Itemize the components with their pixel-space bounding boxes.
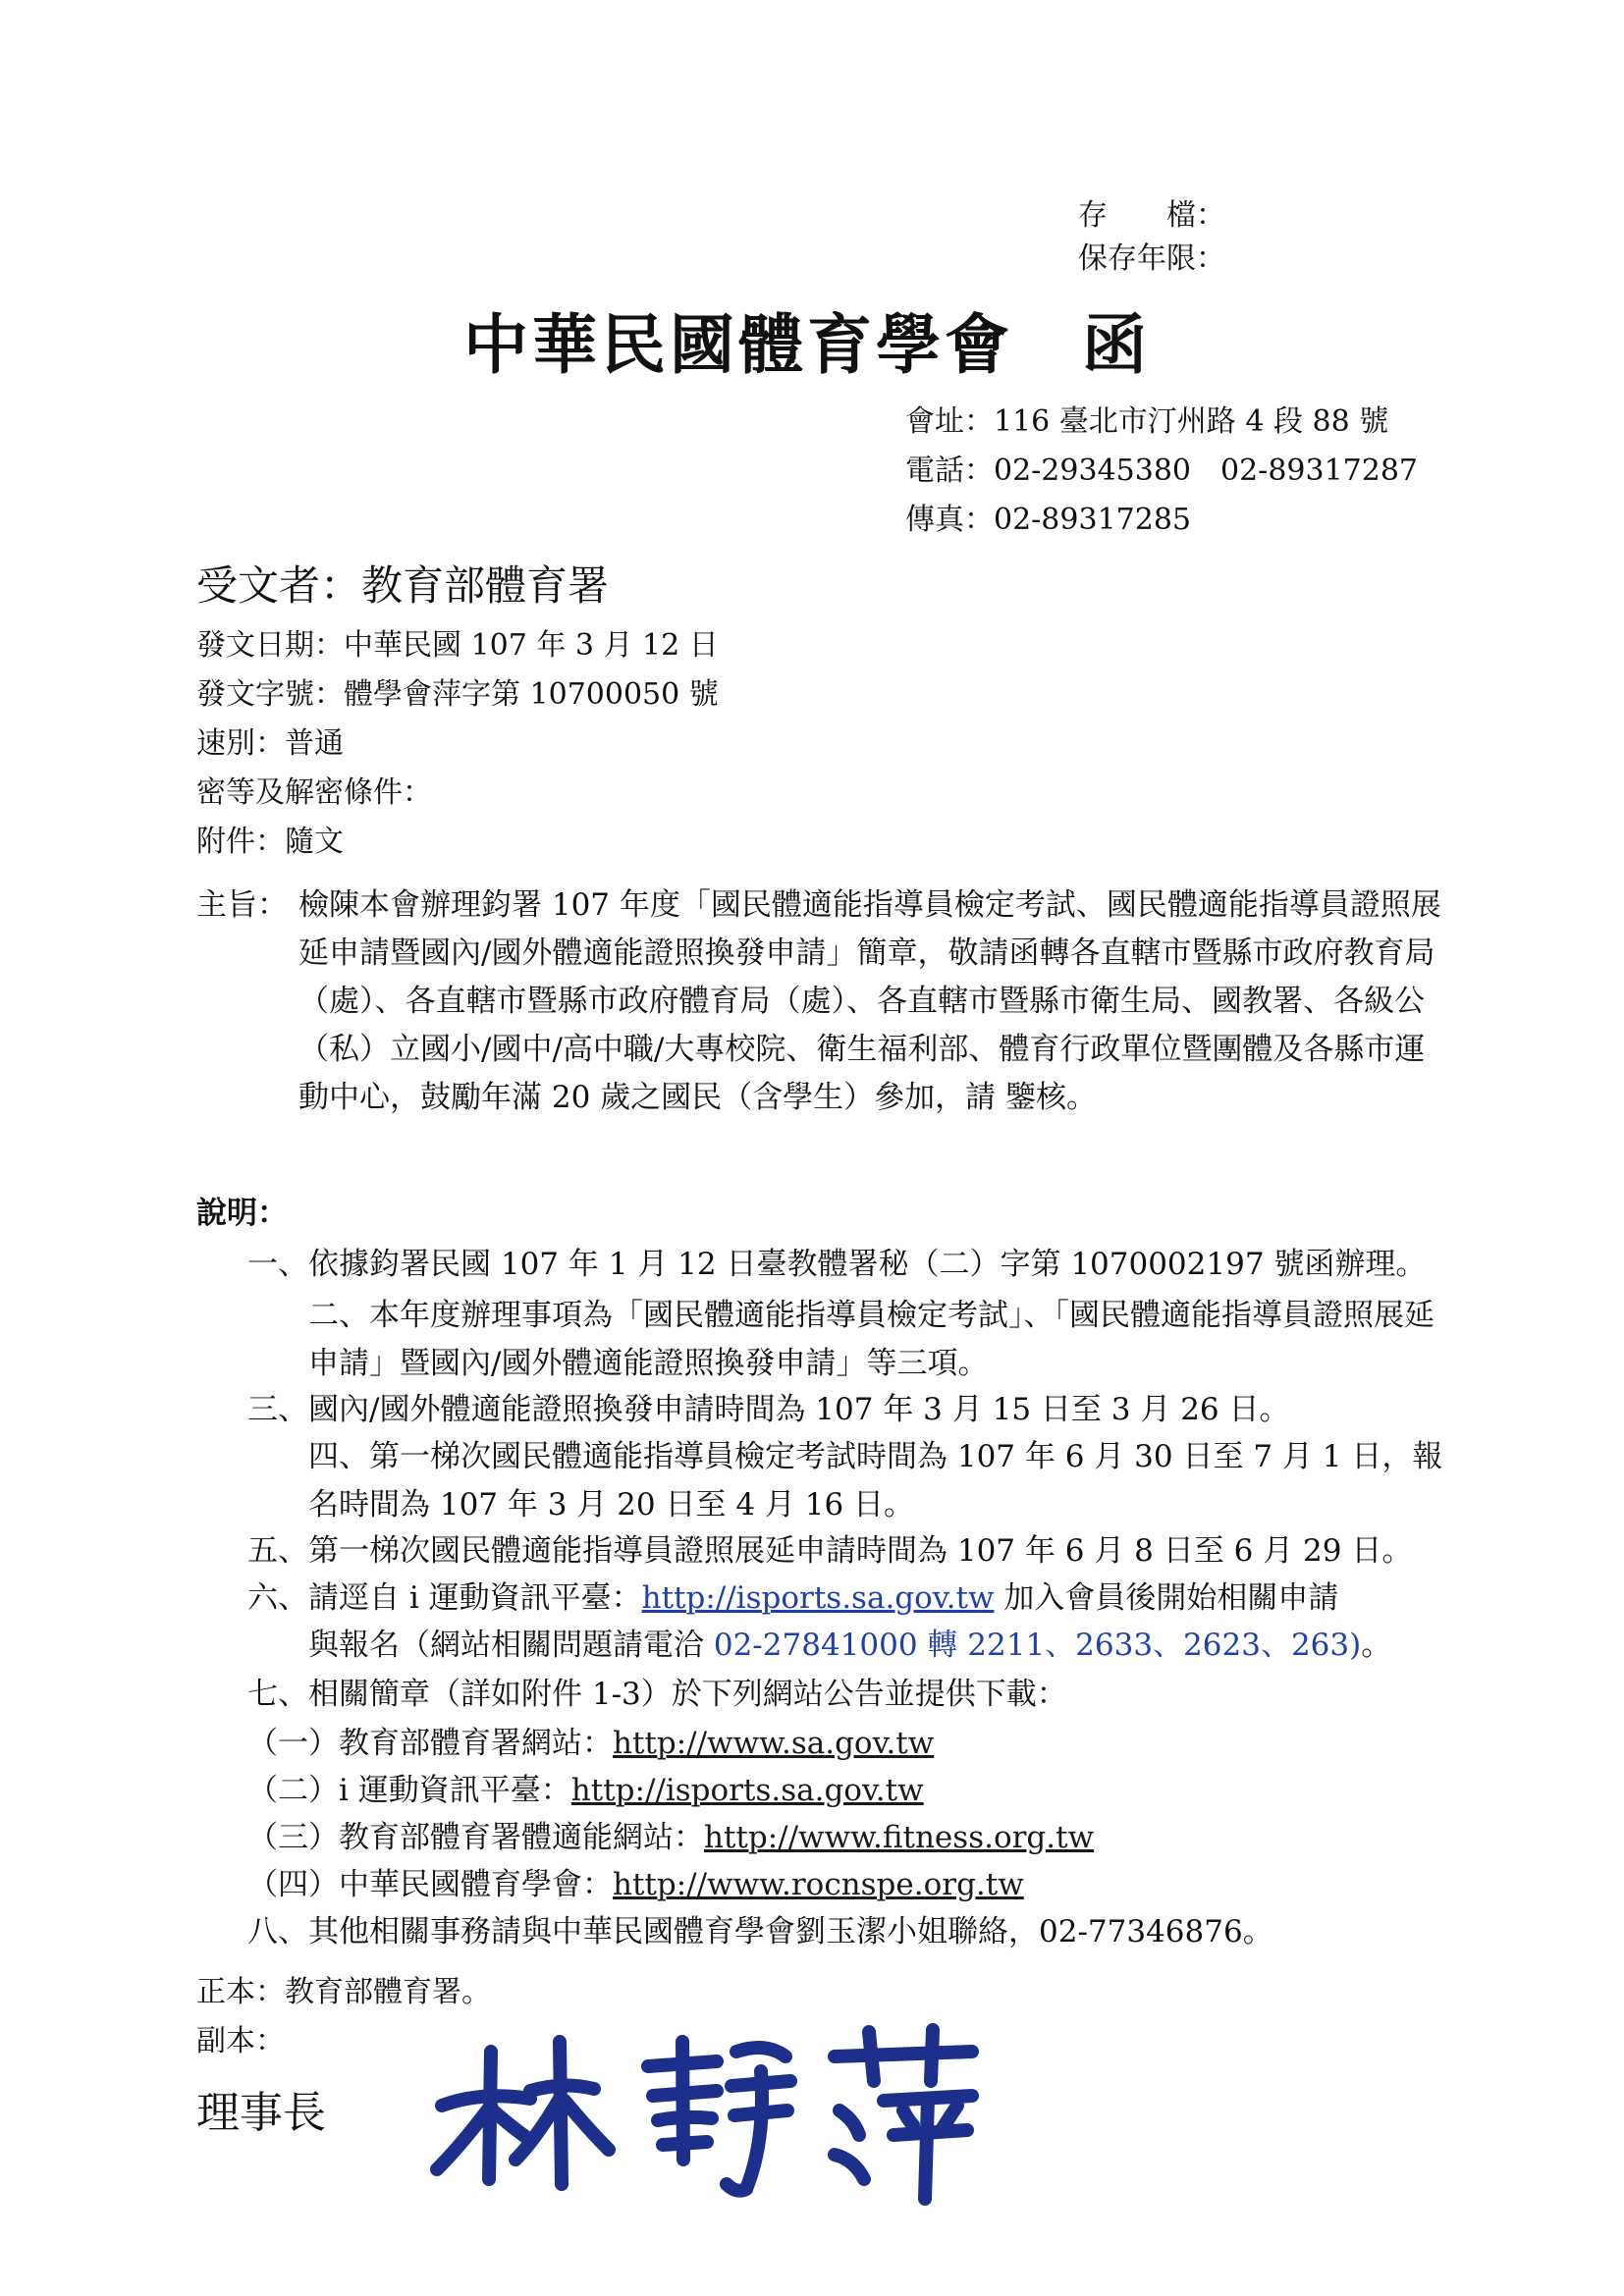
explanation-item-4-text: 四、第一梯次國民體適能指導員檢定考試時間為 107 年 6 月 30 日至 7 月 1 日，報名時間為 107 年 3 月 20 日至 4 月 16 日。	[308, 1439, 1443, 1522]
site-2	[247, 1767, 924, 1815]
archive-retention-label: 保存年限：	[1078, 241, 1225, 276]
site-3-link[interactable]: http://www.fitness.org.tw	[704, 1820, 1095, 1855]
site-1-link[interactable]: http://www.sa.gov.tw	[613, 1726, 935, 1761]
explanation-item-5: 五、第一梯次國民體適能指導員證照展延申請時間為 107 年 6 月 8 日至 6 月 29 日。	[247, 1533, 1413, 1569]
explanation-label: 說明：	[196, 1196, 288, 1231]
site-1-label: （一）教育部體育署網站：	[247, 1726, 613, 1761]
explanation-item-6-line2	[308, 1622, 1391, 1670]
subject-text: 檢陳本會辦理鈞署 107 年度「國民體適能指導員檢定考試、國民體適能指導員證照展延申請暨國內/國外體適能證照換發申請」簡章，敬請函轉各直轄市暨縣市政府教育局（處）、各直轄市暨縣市政府體育局（處）、各直轄市暨縣市衛生局、國教署、各級公（私）立國小/國中/高中職/大專校院、衛生福利部、體育行政單位暨團體及各縣市運動中心，鼓勵年滿 20 歲之國民（含學生）參加，請 鑒核。	[298, 887, 1441, 1115]
issue-number: 發文字號：體學會萍字第 10700050 號	[196, 677, 719, 712]
explanation-item-3: 三、國內/國外體適能證照換發申請時間為 107 年 3 月 15 日至 3 月 26 日。	[247, 1392, 1290, 1427]
explanation-item-2	[247, 1292, 1443, 1388]
distribution-copy: 副本：	[196, 2024, 285, 2058]
archive-file-label: 存 檔：	[1078, 198, 1225, 233]
item6-phone: 02-27841000 轉 2211、2633、2623、263)	[713, 1628, 1362, 1663]
item6-line2-suffix: 。	[1361, 1628, 1392, 1663]
issue-date: 發文日期：中華民國 107 年 3 月 12 日	[196, 628, 719, 663]
distribution-original: 正本：教育部體育署。	[196, 1975, 491, 2009]
item6-prefix: 六、請逕自 i 運動資訊平臺：	[247, 1580, 642, 1616]
subject-label: 主旨：	[196, 887, 288, 923]
speed-class: 速別：普通	[196, 726, 344, 761]
document-title: 中華民國體育學會 函	[463, 306, 1151, 383]
site-2-label: （二）i 運動資訊平臺：	[247, 1773, 571, 1808]
explanation-item-4	[247, 1433, 1443, 1529]
explanation-item-6-line1	[247, 1575, 1338, 1623]
explanation-item-2-text: 二、本年度辦理事項為「國民體適能指導員檢定考試」、「國民體適能指導員證照展延申請」暨國內/國外體適能證照換發申請」等三項。	[308, 1298, 1435, 1381]
org-phone: 電話：02-29345380 02-89317287	[905, 454, 1419, 488]
org-address: 會址：116 臺北市汀州路 4 段 88 號	[905, 404, 1389, 439]
signatory-title: 理事長	[196, 2088, 326, 2138]
site-3	[247, 1814, 1094, 1862]
item6-mid: 加入會員後開始相關申請	[994, 1580, 1339, 1616]
isports-link[interactable]: http://isports.sa.gov.tw	[641, 1580, 995, 1616]
site-4-link[interactable]: http://www.rocnspe.org.tw	[613, 1867, 1024, 1902]
signature-image	[422, 2012, 992, 2209]
site-2-link[interactable]: http://isports.sa.gov.tw	[570, 1773, 924, 1808]
site-1	[247, 1720, 934, 1768]
item6-line2-prefix: 與報名（網站相關問題請電洽	[308, 1628, 714, 1663]
attachment-info: 附件：隨文	[196, 825, 344, 859]
org-fax: 傳真：02-89317285	[905, 503, 1192, 537]
recipient: 受文者：教育部體育署	[196, 561, 610, 610]
site-4	[247, 1861, 1024, 1909]
secrecy-condition: 密等及解密條件：	[196, 775, 432, 810]
site-4-label: （四）中華民國體育學會：	[247, 1867, 613, 1902]
site-3-label: （三）教育部體育署體適能網站：	[247, 1820, 704, 1855]
explanation-item-7: 七、相關簡章（詳如附件 1-3）於下列網站公告並提供下載：	[247, 1677, 1067, 1712]
explanation-item-1: 一、依據鈞署民國 107 年 1 月 12 日臺教體署秘（二）字第 1070002197 號函辦理。	[247, 1247, 1427, 1282]
explanation-item-8: 八、其他相關事務請與中華民國體育學會劉玉潔小姐聯絡，02-77346876。	[247, 1914, 1273, 1949]
